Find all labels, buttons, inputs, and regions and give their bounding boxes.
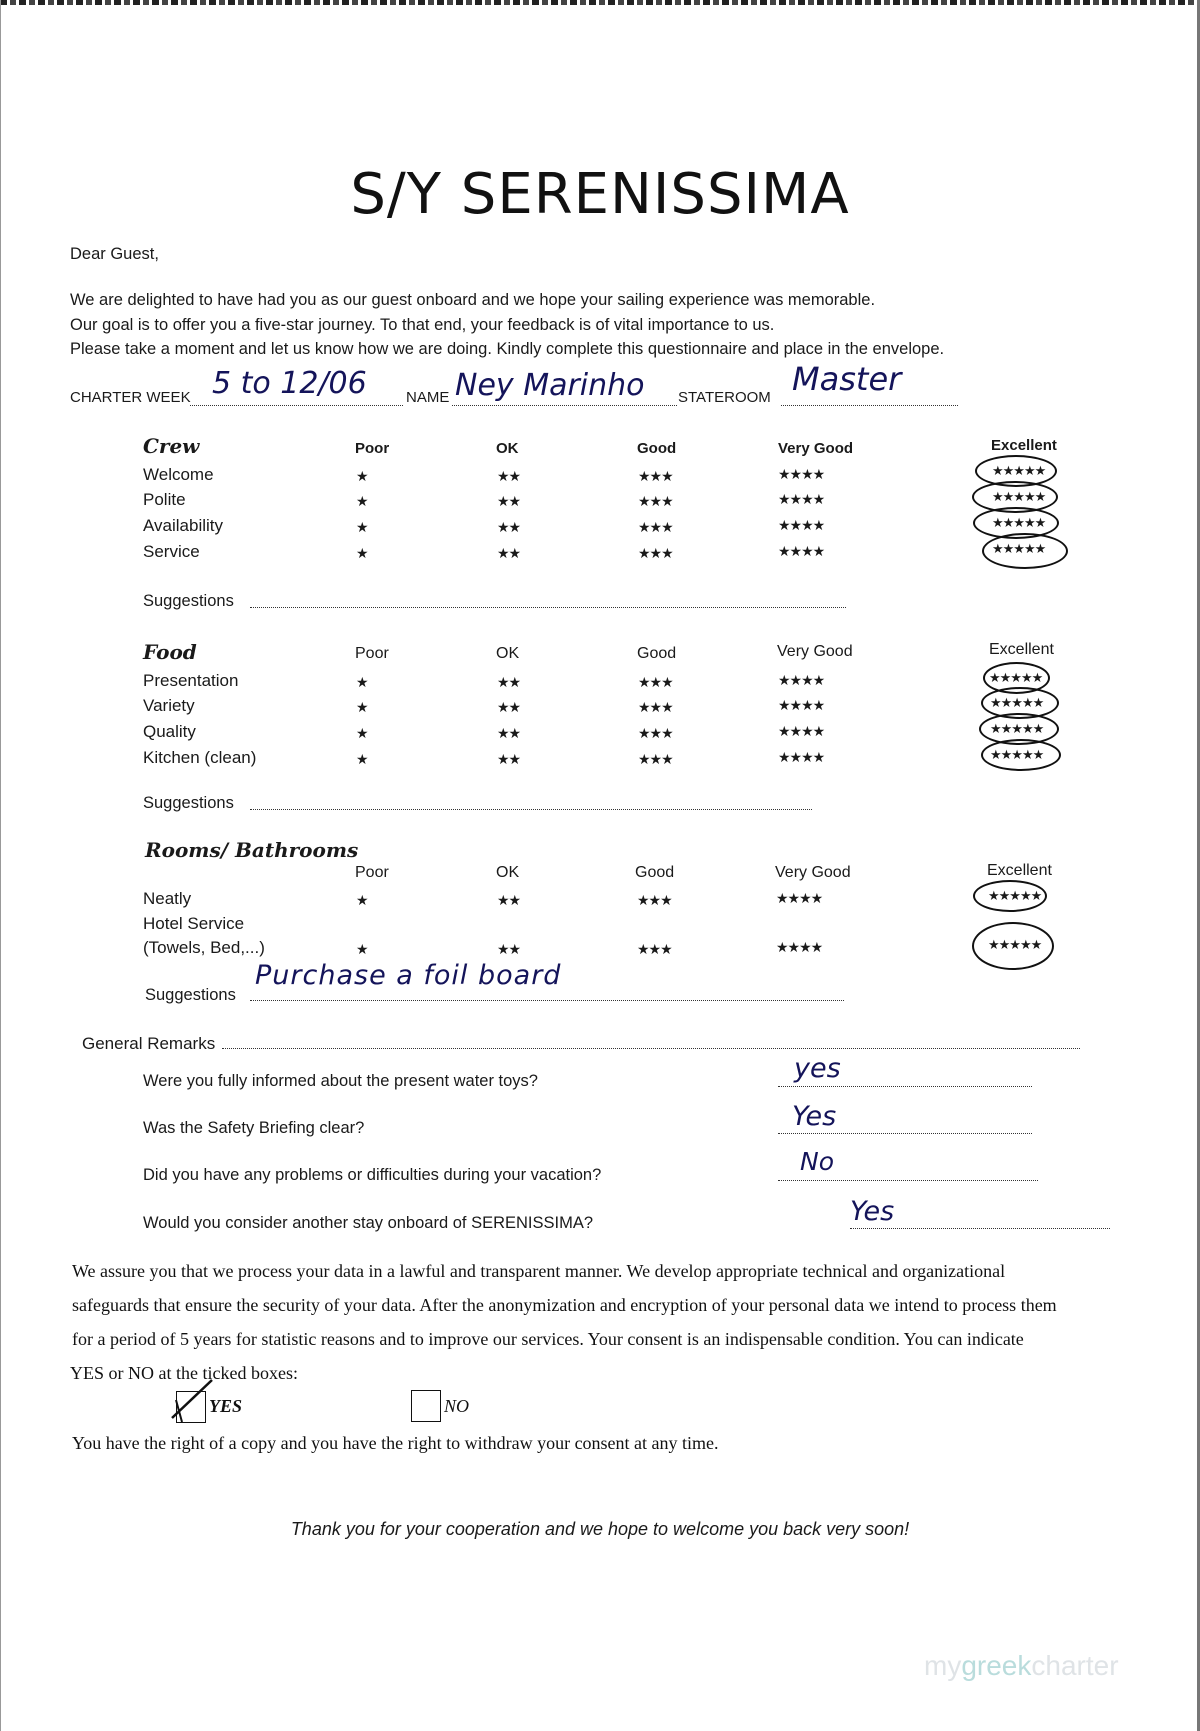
- excellent-circle-mark: [982, 533, 1068, 569]
- star-good[interactable]: ★★★: [637, 941, 672, 957]
- rooms-item-towels-bed: (Towels, Bed,...): [143, 938, 265, 957]
- consent-rights-text: You have the right of a copy and you have the right to withdraw your consent at any time.: [72, 1433, 719, 1453]
- star-poor[interactable]: ★: [356, 725, 368, 741]
- star-good[interactable]: ★★★: [638, 725, 673, 741]
- section-title-rooms: Rooms/ Bathrooms: [145, 838, 359, 862]
- col-poor: Poor: [355, 645, 389, 662]
- food-item-quality: Quality: [143, 722, 196, 741]
- star-poor[interactable]: ★: [356, 674, 368, 690]
- col-ok: OK: [496, 864, 520, 881]
- food-item-presentation: Presentation: [143, 671, 239, 690]
- col-very-good: Very Good: [778, 440, 854, 457]
- stateroom-value[interactable]: Master: [792, 360, 902, 398]
- star-ok[interactable]: ★★: [497, 519, 521, 535]
- star-excellent[interactable]: ★★★★★: [989, 670, 1043, 685]
- closing-message: Thank you for your cooperation and we hope to welcome you back very soon!: [290, 1519, 910, 1539]
- consent-no-checkbox[interactable]: [411, 1390, 441, 1422]
- intro-line-2: Our goal is to offer you a five-star journey. To that end, your feedback is of vital importance to us.: [70, 316, 775, 334]
- stateroom-label: STATEROOM: [678, 389, 771, 406]
- star-very-good[interactable]: ★★★★: [776, 890, 823, 906]
- charter-week-value[interactable]: 5 to 12/06: [212, 366, 367, 401]
- excellent-circle-mark: [981, 739, 1061, 771]
- col-poor: Poor: [355, 440, 390, 457]
- answer-line-another-stay: [850, 1228, 1110, 1229]
- star-ok[interactable]: ★★: [497, 699, 521, 715]
- star-poor[interactable]: ★: [356, 468, 368, 484]
- star-good[interactable]: ★★★: [638, 519, 673, 535]
- star-very-good[interactable]: ★★★★: [778, 491, 825, 507]
- question-problems: Did you have any problems or difficulties during your vacation?: [143, 1166, 602, 1184]
- star-poor[interactable]: ★: [356, 751, 368, 767]
- stateroom-line: [781, 405, 958, 406]
- charter-week-label: CHARTER WEEK: [70, 389, 191, 406]
- crew-item-welcome: Welcome: [143, 465, 214, 484]
- privacy-line-1: We assure you that we process your data in a lawful and transparent manner. We develop appropriate technical and organizational: [72, 1261, 1006, 1281]
- rooms-suggestions-value[interactable]: Purchase a foil board: [255, 960, 562, 991]
- col-good: Good: [637, 440, 677, 457]
- section-title-food: Food: [143, 640, 197, 664]
- consent-yes-label: YES: [209, 1396, 243, 1416]
- star-ok[interactable]: ★★: [497, 725, 521, 741]
- crew-item-service: Service: [143, 542, 200, 561]
- answer-water-toys[interactable]: yes: [794, 1053, 841, 1084]
- star-excellent[interactable]: ★★★★★: [990, 721, 1044, 736]
- star-ok[interactable]: ★★: [497, 674, 521, 690]
- crew-item-polite: Polite: [143, 490, 186, 509]
- star-poor[interactable]: ★: [356, 519, 368, 535]
- general-remarks-line[interactable]: [222, 1048, 1080, 1049]
- crew-suggestions-label: Suggestions: [143, 592, 234, 610]
- col-good: Good: [635, 864, 675, 881]
- star-poor[interactable]: ★: [356, 699, 368, 715]
- consent-no-label: NO: [444, 1396, 470, 1416]
- answer-safety-briefing[interactable]: Yes: [792, 1101, 837, 1132]
- watermark-part-3: charter: [1031, 1650, 1119, 1681]
- greeting: Dear Guest,: [70, 245, 159, 263]
- star-excellent[interactable]: ★★★★★: [988, 888, 1042, 903]
- answer-line-water-toys: [778, 1086, 1032, 1087]
- name-line: [452, 405, 677, 406]
- food-item-kitchen: Kitchen (clean): [143, 748, 257, 767]
- rooms-item-neatly: Neatly: [143, 889, 192, 908]
- excellent-circle-mark: [973, 880, 1047, 912]
- rooms-suggestions-label: Suggestions: [145, 986, 236, 1004]
- name-label: NAME: [406, 389, 450, 406]
- col-excellent: Excellent: [987, 862, 1052, 879]
- name-value[interactable]: Ney Marinho: [455, 368, 645, 403]
- star-good[interactable]: ★★★: [638, 674, 673, 690]
- star-excellent[interactable]: ★★★★★: [990, 695, 1044, 710]
- answer-another-stay[interactable]: Yes: [850, 1196, 895, 1227]
- watermark-part-2: greek: [961, 1650, 1032, 1681]
- star-ok[interactable]: ★★: [497, 468, 521, 484]
- star-poor[interactable]: ★: [356, 493, 368, 509]
- scan-top-edge: [0, 0, 1200, 5]
- star-very-good[interactable]: ★★★★: [778, 749, 825, 765]
- general-remarks-label: General Remarks: [82, 1034, 216, 1053]
- answer-line-problems: [778, 1180, 1038, 1181]
- col-very-good: Very Good: [775, 864, 851, 881]
- star-good[interactable]: ★★★: [637, 892, 672, 908]
- question-water-toys: Were you fully informed about the present water toys?: [143, 1072, 538, 1090]
- question-safety-briefing: Was the Safety Briefing clear?: [143, 1119, 365, 1137]
- star-very-good[interactable]: ★★★★: [778, 697, 825, 713]
- scan-left-edge: [0, 0, 1, 1731]
- star-ok[interactable]: ★★: [497, 892, 521, 908]
- star-poor[interactable]: ★: [356, 892, 368, 908]
- star-poor[interactable]: ★: [356, 545, 368, 561]
- star-good[interactable]: ★★★: [638, 751, 673, 767]
- col-good: Good: [637, 645, 677, 662]
- charter-week-line: [190, 405, 403, 406]
- star-excellent[interactable]: ★★★★★: [992, 515, 1046, 530]
- star-poor[interactable]: ★: [356, 941, 368, 957]
- star-excellent[interactable]: ★★★★★: [988, 937, 1042, 952]
- star-excellent[interactable]: ★★★★★: [990, 747, 1044, 762]
- privacy-line-2: safeguards that ensure the security of your data. After the anonymization and encryption of your personal data we intend to process them: [72, 1295, 1057, 1315]
- answer-line-safety-briefing: [778, 1133, 1032, 1134]
- col-excellent: Excellent: [991, 437, 1057, 454]
- intro-line-3: Please take a moment and let us know how we are doing. Kindly complete this questionnaire and place in the envelope.: [70, 340, 945, 358]
- food-item-variety: Variety: [143, 696, 195, 715]
- star-good[interactable]: ★★★: [638, 468, 673, 484]
- excellent-circle-mark: [972, 922, 1054, 970]
- privacy-line-4: YES or NO at the ticked boxes:: [70, 1363, 298, 1383]
- rooms-suggestions-line: [250, 1000, 844, 1001]
- privacy-line-3: for a period of 5 years for statistic reasons and to improve our services. Your consent is an indispensable condition. You can indicate: [72, 1329, 1024, 1349]
- star-good[interactable]: ★★★: [638, 493, 673, 509]
- star-ok[interactable]: ★★: [497, 493, 521, 509]
- star-very-good[interactable]: ★★★★: [778, 723, 825, 739]
- vessel-title: S/Y SERENISSIMA: [350, 162, 850, 227]
- star-good[interactable]: ★★★: [638, 699, 673, 715]
- star-excellent[interactable]: ★★★★★: [992, 489, 1046, 504]
- food-suggestions-line[interactable]: [250, 809, 812, 810]
- star-ok[interactable]: ★★: [497, 941, 521, 957]
- star-very-good[interactable]: ★★★★: [778, 543, 825, 559]
- intro-line-1: We are delighted to have had you as our guest onboard and we hope your sailing experience was memorable.: [70, 291, 876, 309]
- col-excellent: Excellent: [989, 641, 1054, 658]
- star-excellent[interactable]: ★★★★★: [992, 463, 1046, 478]
- col-ok: OK: [496, 440, 519, 457]
- col-very-good: Very Good: [777, 643, 853, 660]
- watermark-part-1: my: [924, 1650, 962, 1681]
- star-good[interactable]: ★★★: [638, 545, 673, 561]
- star-very-good[interactable]: ★★★★: [778, 672, 825, 688]
- question-another-stay: Would you consider another stay onboard of SERENISSIMA?: [143, 1214, 594, 1232]
- col-ok: OK: [496, 645, 520, 662]
- star-excellent[interactable]: ★★★★★: [992, 541, 1046, 556]
- col-poor: Poor: [355, 864, 389, 881]
- star-ok[interactable]: ★★: [497, 545, 521, 561]
- star-very-good[interactable]: ★★★★: [778, 466, 825, 482]
- star-very-good[interactable]: ★★★★: [776, 939, 823, 955]
- crew-suggestions-line[interactable]: [250, 607, 846, 608]
- star-ok[interactable]: ★★: [497, 751, 521, 767]
- answer-problems[interactable]: No: [800, 1147, 834, 1176]
- section-title-crew: Crew: [143, 434, 200, 458]
- crew-item-availability: Availability: [143, 516, 224, 535]
- rooms-item-hotel-service: Hotel Service: [143, 914, 245, 933]
- watermark-logo: [924, 1650, 1119, 1682]
- star-very-good[interactable]: ★★★★: [778, 517, 825, 533]
- food-suggestions-label: Suggestions: [143, 794, 234, 812]
